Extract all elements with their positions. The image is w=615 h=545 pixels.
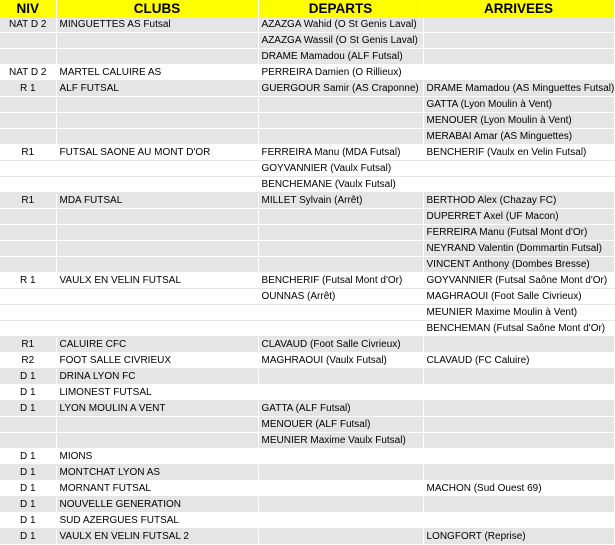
arrivees-cell: FERREIRA Manu (Futsal Mont d'Or) bbox=[423, 225, 614, 241]
club-cell: FUTSAL SAONE AU MONT D'OR bbox=[56, 145, 258, 161]
club-cell bbox=[56, 129, 258, 145]
table-row bbox=[0, 369, 614, 385]
departs-cell bbox=[258, 241, 423, 257]
table-row bbox=[0, 353, 614, 369]
departs-cell: DRAME Mamadou (ALF Futsal) bbox=[258, 49, 423, 65]
arrivees-cell: MERABAI Amar (AS Minguettes) bbox=[423, 129, 614, 145]
departs-cell bbox=[258, 209, 423, 225]
club-cell bbox=[56, 33, 258, 49]
departs-cell bbox=[258, 497, 423, 513]
level-cell bbox=[0, 225, 56, 241]
departs-cell: FERREIRA Manu (MDA Futsal) bbox=[258, 145, 423, 161]
club-cell bbox=[56, 97, 258, 113]
arrivees-cell: LONGFORT (Reprise) bbox=[423, 529, 614, 545]
departs-cell bbox=[258, 385, 423, 401]
table-row bbox=[0, 161, 614, 177]
table-row bbox=[0, 177, 614, 193]
arrivees-cell bbox=[423, 497, 614, 513]
arrivees-cell bbox=[423, 417, 614, 433]
club-cell bbox=[56, 49, 258, 65]
table-row bbox=[0, 481, 614, 497]
header-clubs: CLUBS bbox=[56, 0, 258, 17]
club-cell bbox=[56, 433, 258, 449]
table-row bbox=[0, 81, 614, 97]
departs-cell: MENOUER (ALF Futsal) bbox=[258, 417, 423, 433]
table-row bbox=[0, 65, 614, 81]
club-cell: VAULX EN VELIN FUTSAL bbox=[56, 273, 258, 289]
level-cell bbox=[0, 417, 56, 433]
departs-cell bbox=[258, 513, 423, 529]
arrivees-cell bbox=[423, 433, 614, 449]
arrivees-cell: NEYRAND Valentin (Dommartin Futsal) bbox=[423, 241, 614, 257]
table-row bbox=[0, 241, 614, 257]
club-cell bbox=[56, 305, 258, 321]
level-cell: R 1 bbox=[0, 273, 56, 289]
level-cell bbox=[0, 209, 56, 225]
level-cell: D 1 bbox=[0, 529, 56, 545]
table-row bbox=[0, 513, 614, 529]
arrivees-cell: MEUNIER Maxime Moulin à Vent) bbox=[423, 305, 614, 321]
level-cell bbox=[0, 289, 56, 305]
departs-cell bbox=[258, 305, 423, 321]
header-niv: NIV bbox=[0, 0, 56, 17]
club-cell bbox=[56, 177, 258, 193]
table-row bbox=[0, 337, 614, 353]
arrivees-cell bbox=[423, 161, 614, 177]
table-row bbox=[0, 113, 614, 129]
level-cell bbox=[0, 433, 56, 449]
arrivees-cell: MACHON (Sud Ouest 69) bbox=[423, 481, 614, 497]
level-cell: D 1 bbox=[0, 481, 56, 497]
club-cell bbox=[56, 161, 258, 177]
table-row bbox=[0, 33, 614, 49]
club-cell: FOOT SALLE CIVRIEUX bbox=[56, 353, 258, 369]
club-cell: CALUIRE CFC bbox=[56, 337, 258, 353]
table-row bbox=[0, 305, 614, 321]
arrivees-cell: VINCENT Anthony (Dombes Bresse) bbox=[423, 257, 614, 273]
departs-cell: MILLET Sylvain (Arrêt) bbox=[258, 193, 423, 209]
departs-cell bbox=[258, 97, 423, 113]
departs-cell: GOYVANNIER (Vaulx Futsal) bbox=[258, 161, 423, 177]
departs-cell: OUNNAS (Arrêt) bbox=[258, 289, 423, 305]
departs-cell: GATTA (ALF Futsal) bbox=[258, 401, 423, 417]
level-cell bbox=[0, 177, 56, 193]
level-cell bbox=[0, 33, 56, 49]
arrivees-cell: BERTHOD Alex (Chazay FC) bbox=[423, 193, 614, 209]
arrivees-cell bbox=[423, 401, 614, 417]
table-row bbox=[0, 433, 614, 449]
club-cell: LYON MOULIN A VENT bbox=[56, 401, 258, 417]
arrivees-cell bbox=[423, 337, 614, 353]
level-cell: D 1 bbox=[0, 497, 56, 513]
level-cell: D 1 bbox=[0, 401, 56, 417]
arrivees-cell bbox=[423, 385, 614, 401]
table-row bbox=[0, 465, 614, 481]
level-cell bbox=[0, 97, 56, 113]
level-cell bbox=[0, 113, 56, 129]
arrivees-cell: CLAVAUD (FC Caluire) bbox=[423, 353, 614, 369]
table-row bbox=[0, 145, 614, 161]
header-departs: DEPARTS bbox=[258, 0, 423, 17]
level-cell: D 1 bbox=[0, 465, 56, 481]
club-cell: SUD AZERGUES FUTSAL bbox=[56, 513, 258, 529]
club-cell bbox=[56, 321, 258, 337]
club-cell: DRINA LYON FC bbox=[56, 369, 258, 385]
arrivees-cell: GATTA (Lyon Moulin à Vent) bbox=[423, 97, 614, 113]
table-row bbox=[0, 449, 614, 465]
departs-cell bbox=[258, 449, 423, 465]
table-row bbox=[0, 257, 614, 273]
club-cell: MINGUETTES AS Futsal bbox=[56, 17, 258, 33]
table-row bbox=[0, 289, 614, 305]
level-cell: R1 bbox=[0, 337, 56, 353]
level-cell bbox=[0, 129, 56, 145]
club-cell: MONTCHAT LYON AS bbox=[56, 465, 258, 481]
club-cell: LIMONEST FUTSAL bbox=[56, 385, 258, 401]
departs-cell bbox=[258, 129, 423, 145]
club-cell bbox=[56, 417, 258, 433]
arrivees-cell: BENCHERIF (Vaulx en Velin Futsal) bbox=[423, 145, 614, 161]
club-cell bbox=[56, 225, 258, 241]
header-arrivees: ARRIVEES bbox=[423, 0, 614, 17]
arrivees-cell: DUPERRET Axel (UF Macon) bbox=[423, 209, 614, 225]
arrivees-cell bbox=[423, 465, 614, 481]
table-row bbox=[0, 321, 614, 337]
level-cell bbox=[0, 321, 56, 337]
club-cell: MIONS bbox=[56, 449, 258, 465]
table-row bbox=[0, 209, 614, 225]
arrivees-cell bbox=[423, 369, 614, 385]
departs-cell: CLAVAUD (Foot Salle Civrieux) bbox=[258, 337, 423, 353]
departs-cell bbox=[258, 481, 423, 497]
club-cell bbox=[56, 113, 258, 129]
arrivees-cell bbox=[423, 513, 614, 529]
table-row bbox=[0, 385, 614, 401]
departs-cell: PERREIRA Damien (O Rillieux) bbox=[258, 65, 423, 81]
departs-cell: GUERGOUR Samir (AS Craponne) bbox=[258, 81, 423, 97]
arrivees-cell bbox=[423, 33, 614, 49]
level-cell: D 1 bbox=[0, 449, 56, 465]
table-row bbox=[0, 193, 614, 209]
table-row bbox=[0, 17, 614, 33]
table-row bbox=[0, 401, 614, 417]
arrivees-cell: DRAME Mamadou (AS Minguettes Futsal) bbox=[423, 81, 614, 97]
arrivees-cell: MENOUER (Lyon Moulin à Vent) bbox=[423, 113, 614, 129]
departs-cell bbox=[258, 321, 423, 337]
arrivees-cell: GOYVANNIER (Futsal Saône Mont d'Or) bbox=[423, 273, 614, 289]
club-cell: VAULX EN VELIN FUTSAL 2 bbox=[56, 529, 258, 545]
table-row bbox=[0, 49, 614, 65]
level-cell: R 1 bbox=[0, 81, 56, 97]
level-cell: NAT D 2 bbox=[0, 65, 56, 81]
departs-cell: AZAZGA Wassil (O St Genis Laval) bbox=[258, 33, 423, 49]
club-cell: MARTEL CALUIRE AS bbox=[56, 65, 258, 81]
arrivees-cell bbox=[423, 17, 614, 33]
table-row bbox=[0, 129, 614, 145]
departs-cell: AZAZGA Wahid (O St Genis Laval) bbox=[258, 17, 423, 33]
table-body bbox=[0, 17, 614, 545]
level-cell bbox=[0, 161, 56, 177]
departs-cell: BENCHERIF (Futsal Mont d'Or) bbox=[258, 273, 423, 289]
club-cell: MORNANT FUTSAL bbox=[56, 481, 258, 497]
club-cell bbox=[56, 257, 258, 273]
level-cell bbox=[0, 257, 56, 273]
arrivees-cell bbox=[423, 449, 614, 465]
level-cell bbox=[0, 49, 56, 65]
level-cell: D 1 bbox=[0, 369, 56, 385]
departs-cell: MAGHRAOUI (Vaulx Futsal) bbox=[258, 353, 423, 369]
club-cell: MDA FUTSAL bbox=[56, 193, 258, 209]
table-row bbox=[0, 97, 614, 113]
club-cell: NOUVELLE GENERATION bbox=[56, 497, 258, 513]
arrivees-cell bbox=[423, 65, 614, 81]
departs-cell bbox=[258, 113, 423, 129]
departs-cell: MEUNIER Maxime Vaulx Futsal) bbox=[258, 433, 423, 449]
arrivees-cell: MAGHRAOUI (Foot Salle Civrieux) bbox=[423, 289, 614, 305]
arrivees-cell bbox=[423, 49, 614, 65]
level-cell: NAT D 2 bbox=[0, 17, 56, 33]
arrivees-cell: BENCHEMAN (Futsal Saône Mont d'Or) bbox=[423, 321, 614, 337]
table-row bbox=[0, 417, 614, 433]
club-cell bbox=[56, 289, 258, 305]
table-row bbox=[0, 225, 614, 241]
level-cell: R2 bbox=[0, 353, 56, 369]
departs-cell bbox=[258, 257, 423, 273]
table-row bbox=[0, 273, 614, 289]
club-cell bbox=[56, 241, 258, 257]
header-row bbox=[0, 0, 614, 17]
table-row bbox=[0, 497, 614, 513]
level-cell: R1 bbox=[0, 145, 56, 161]
level-cell bbox=[0, 241, 56, 257]
club-cell: ALF FUTSAL bbox=[56, 81, 258, 97]
level-cell: D 1 bbox=[0, 385, 56, 401]
level-cell: D 1 bbox=[0, 513, 56, 529]
arrivees-cell bbox=[423, 177, 614, 193]
club-cell bbox=[56, 209, 258, 225]
departs-cell bbox=[258, 529, 423, 545]
departs-cell bbox=[258, 465, 423, 481]
level-cell bbox=[0, 305, 56, 321]
departs-cell bbox=[258, 225, 423, 241]
departs-cell: BENCHEMANE (Vaulx Futsal) bbox=[258, 177, 423, 193]
departs-cell bbox=[258, 369, 423, 385]
level-cell: R1 bbox=[0, 193, 56, 209]
table-row bbox=[0, 529, 614, 545]
